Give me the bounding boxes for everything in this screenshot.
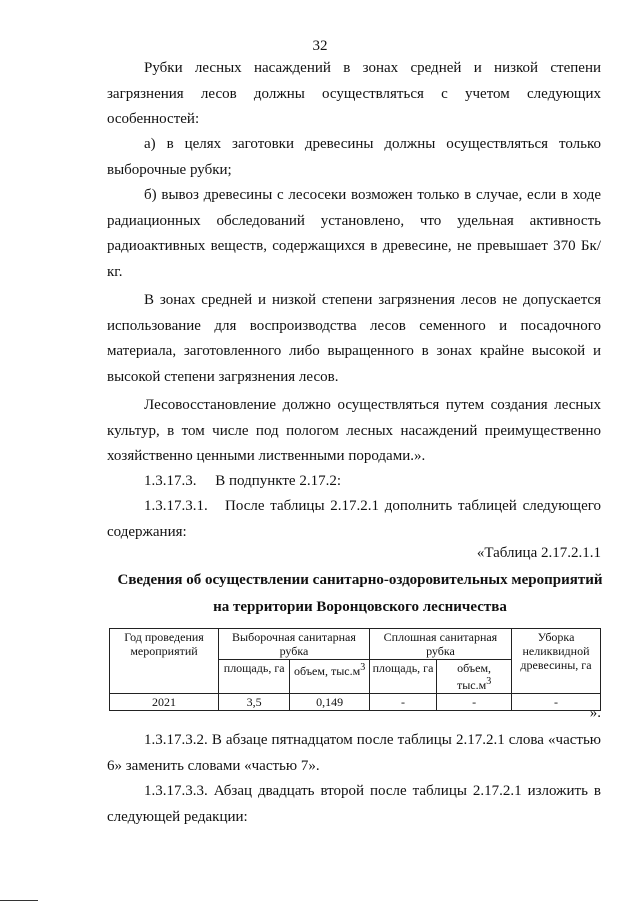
paragraph-3: б) вывоз древесины с лесосеки возможен только в случае, если в ходе радиационных обследований установлено, что удельная активность радиоактивных веществ, содержащихся в древесине, не превышает 370 Бк/кг. — [107, 187, 601, 280]
table-label: «Таблица 2.17.2.1.1 — [476, 545, 601, 561]
cell-sel-area: 3,5 — [219, 694, 290, 711]
paragraph-1: Рубки лесных насаждений в зонах средней и низкой степени загрязнения лесов должны осуществляться с учетом следующих особенностей: — [107, 60, 601, 127]
cell-year: 2021 — [110, 694, 219, 711]
paragraph-2: а) в целях заготовки древесины должны осуществляться только выборочные рубки; — [107, 136, 601, 178]
paragraph-5: Лесовосстановление должно осуществляться путем создания лесных культур, в том числе под пологом лесных насаждений преимущественно хозяйственно ценными лиственными породами.». — [107, 397, 601, 464]
paragraph-7: 1.3.17.3.1. После таблицы 2.17.2.1 дополнить таблицей следующего содержания: — [107, 498, 605, 540]
cell-clear-volume: - — [437, 694, 512, 711]
header-cleanup: Уборка неликвидной древесины, га — [512, 629, 601, 694]
header-clear-volume: объем, $тыс.м^3$ — [437, 660, 512, 694]
paragraph-9: 1.3.17.3.3. Абзац двадцать второй после таблицы 2.17.2.1 изложить в следующей редакции: — [107, 783, 601, 825]
header-sel-volume: объем, $тыс.м^3$ — [290, 660, 370, 694]
header-sel-area: площадь, га — [219, 660, 290, 694]
paragraph-8: 1.3.17.3.2. В абзаце пятнадцатом после таблицы 2.17.2.1 слова «частью 6» заменить словами «частью 7». — [107, 732, 601, 774]
header-clear-felling: Сплошная санитарная рубка — [369, 629, 511, 660]
header-clear-area: площадь, га — [369, 660, 436, 694]
header-year: Год проведения мероприятий — [110, 629, 219, 694]
table-title-line1: Сведения об осуществлении санитарно-оздоровительных мероприятий — [117, 572, 603, 588]
cell-clear-area: - — [369, 694, 436, 711]
page-number: 32 — [312, 38, 328, 54]
header-selective-felling: Выборочная санитарная рубка — [219, 629, 370, 660]
paragraph-6: 1.3.17.3. В подпункте 2.17.2: — [144, 473, 342, 489]
table-row — [110, 694, 601, 711]
paragraph-4: В зонах средней и низкой степени загрязнения лесов не допускается использование для воспроизводства лесов семенного и посадочного материала, заготовленного либо выращенного в зонах крайне высокой и высокой степени загрязнения лесов. — [107, 292, 601, 385]
sanitary-measures-table — [109, 628, 601, 711]
cell-sel-volume: 0,149 — [290, 694, 370, 711]
table-title-line2: на территории Воронцовского лесничества — [213, 599, 507, 615]
table-close-quote: ». — [589, 705, 601, 721]
cell-cleanup: - — [512, 694, 601, 711]
